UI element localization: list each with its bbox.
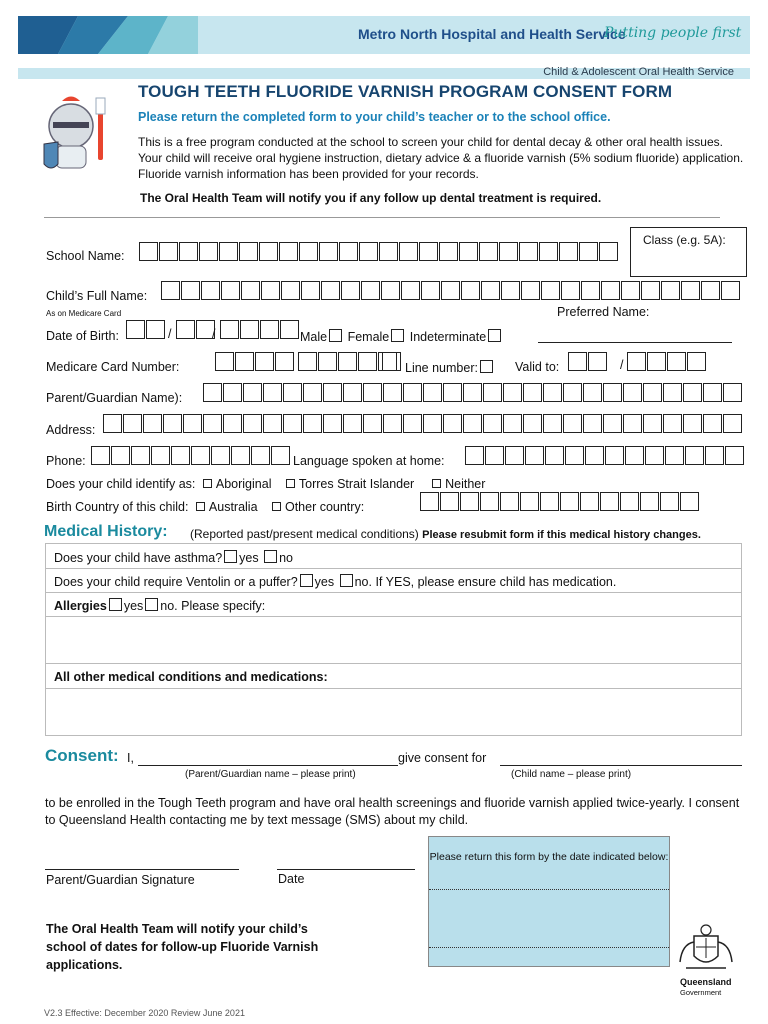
medical-note-b: Please resubmit form if this medical history changes. <box>422 529 701 541</box>
char-box[interactable] <box>359 242 378 261</box>
char-box[interactable] <box>683 383 702 402</box>
char-box[interactable] <box>199 242 218 261</box>
aboriginal-checkbox[interactable] <box>203 479 212 488</box>
org-name: Metro North Hospital and Health Service <box>358 26 626 42</box>
valid-month-input[interactable] <box>568 352 608 371</box>
char-box[interactable] <box>525 446 544 465</box>
char-box[interactable] <box>181 281 200 300</box>
birth-country-row <box>46 500 364 514</box>
char-box[interactable] <box>303 414 322 433</box>
char-box[interactable] <box>543 414 562 433</box>
child-caption: (Child name – please print) <box>511 769 632 780</box>
char-box[interactable] <box>620 492 639 511</box>
phone-input[interactable] <box>91 446 291 465</box>
consent-i: I, <box>127 751 134 765</box>
char-box[interactable] <box>303 383 322 402</box>
signature-line[interactable] <box>45 869 239 870</box>
other-conditions-row <box>46 664 741 689</box>
char-box[interactable] <box>318 352 337 371</box>
description: This is a free program conducted at the school to screen your child for dental decay & other oral health issues. Your child will receive oral hygiene instruction, dietary advice & a fluoride varnish (5% sodium fluoride) application. Fluoride varnish information has been provided for your records. <box>138 135 744 181</box>
char-box[interactable] <box>423 414 442 433</box>
medical-table <box>45 543 742 736</box>
char-box[interactable] <box>661 281 680 300</box>
char-box[interactable] <box>721 281 740 300</box>
char-box[interactable] <box>383 383 402 402</box>
dob-year-input[interactable] <box>220 320 300 339</box>
char-box[interactable] <box>687 352 706 371</box>
allergies-row <box>46 593 741 617</box>
char-box[interactable] <box>421 281 440 300</box>
char-box[interactable] <box>223 414 242 433</box>
char-box[interactable] <box>146 320 165 339</box>
child-name-label: Child’s Full Name: <box>46 289 148 303</box>
other-country-label: Other country: <box>284 500 365 514</box>
char-box[interactable] <box>443 383 462 402</box>
char-box[interactable] <box>299 242 318 261</box>
char-box[interactable] <box>231 446 250 465</box>
class-field[interactable] <box>630 227 747 277</box>
medicare-input-1[interactable] <box>215 352 295 371</box>
char-box[interactable] <box>283 414 302 433</box>
char-box[interactable] <box>243 383 262 402</box>
char-box[interactable] <box>126 320 145 339</box>
char-box[interactable] <box>191 446 210 465</box>
allergies-no-label: no. Please specify: <box>160 599 266 613</box>
char-box[interactable] <box>701 281 720 300</box>
char-box[interactable] <box>441 281 460 300</box>
other-conditions-area[interactable] <box>46 689 741 735</box>
dob-day-input[interactable] <box>126 320 166 339</box>
service-name: Child & Adolescent Oral Health Service <box>543 66 734 78</box>
char-box[interactable] <box>143 414 162 433</box>
char-box[interactable] <box>440 492 459 511</box>
qld-logo-name: Queensland <box>680 977 732 987</box>
line-number-text: Line number: <box>405 361 478 375</box>
char-box[interactable] <box>603 383 622 402</box>
phone-label: Phone: <box>46 454 86 468</box>
dob-slash: / <box>168 327 172 341</box>
ventolin-row <box>46 569 741 593</box>
char-box[interactable] <box>683 414 702 433</box>
char-box[interactable] <box>319 242 338 261</box>
char-box[interactable] <box>647 352 666 371</box>
char-box[interactable] <box>519 242 538 261</box>
other-conditions-label: All other medical conditions and medications: <box>54 670 328 684</box>
char-box[interactable] <box>725 446 744 465</box>
ventolin-question <box>54 574 616 589</box>
return-date-line-2 <box>429 947 669 948</box>
male-label: Male <box>300 330 328 344</box>
char-box[interactable] <box>271 446 290 465</box>
char-box[interactable] <box>483 383 502 402</box>
asthma-text: Does your child have asthma? <box>54 551 223 565</box>
char-box[interactable] <box>621 281 640 300</box>
neither-label: Neither <box>445 477 486 491</box>
char-box[interactable] <box>559 242 578 261</box>
char-box[interactable] <box>501 281 520 300</box>
child-name-line[interactable] <box>500 765 742 766</box>
char-box[interactable] <box>723 414 742 433</box>
asthma-yes-checkbox[interactable] <box>224 550 237 563</box>
return-date-line <box>429 889 669 890</box>
char-box[interactable] <box>219 242 238 261</box>
char-box[interactable] <box>543 383 562 402</box>
char-box[interactable] <box>703 414 722 433</box>
medical-note-a: (Reported past/present medical conditions) <box>190 527 419 541</box>
char-box[interactable] <box>579 242 598 261</box>
char-box[interactable] <box>343 414 362 433</box>
valid-slash: / <box>620 358 624 372</box>
indeterminate-label: Indeterminate <box>409 330 487 344</box>
char-box[interactable] <box>503 383 522 402</box>
char-box[interactable] <box>479 242 498 261</box>
allergies-text: Allergies <box>54 599 107 613</box>
allergies-detail-area[interactable] <box>46 617 741 664</box>
char-box[interactable] <box>521 281 540 300</box>
date-label: Date <box>278 872 305 886</box>
char-box[interactable] <box>685 446 704 465</box>
char-box[interactable] <box>563 383 582 402</box>
char-box[interactable] <box>588 352 607 371</box>
medical-note <box>190 527 701 541</box>
char-box[interactable] <box>523 414 542 433</box>
char-box[interactable] <box>645 446 664 465</box>
char-box[interactable] <box>419 242 438 261</box>
char-box[interactable] <box>703 383 722 402</box>
char-box[interactable] <box>563 414 582 433</box>
asthma-no-checkbox[interactable] <box>264 550 277 563</box>
char-box[interactable] <box>499 242 518 261</box>
char-box[interactable] <box>403 414 422 433</box>
char-box[interactable] <box>643 383 662 402</box>
char-box[interactable] <box>585 446 604 465</box>
tsi-checkbox[interactable] <box>286 479 295 488</box>
char-box[interactable] <box>681 281 700 300</box>
char-box[interactable] <box>459 242 478 261</box>
char-box[interactable] <box>176 320 195 339</box>
char-box[interactable] <box>560 492 579 511</box>
parent-name-line[interactable] <box>138 765 398 766</box>
char-box[interactable] <box>680 492 699 511</box>
char-box[interactable] <box>203 414 222 433</box>
char-box[interactable] <box>261 281 280 300</box>
char-box[interactable] <box>123 414 142 433</box>
identify-row <box>46 477 485 491</box>
return-box-text: Please return this form by the date indicated below: <box>429 851 669 863</box>
neither-checkbox[interactable] <box>432 479 441 488</box>
char-box[interactable] <box>640 492 659 511</box>
char-box[interactable] <box>505 446 524 465</box>
char-box[interactable] <box>338 352 357 371</box>
birth-country-label: Birth Country of this child: <box>46 500 189 514</box>
char-box[interactable] <box>241 281 260 300</box>
char-box[interactable] <box>485 446 504 465</box>
char-box[interactable] <box>103 414 122 433</box>
char-box[interactable] <box>179 242 198 261</box>
char-box[interactable] <box>383 414 402 433</box>
header-banner <box>18 16 750 54</box>
school-name-label: School Name: <box>46 249 125 263</box>
divider <box>44 217 720 218</box>
consent-heading: Consent: <box>45 746 119 765</box>
char-box[interactable] <box>481 281 500 300</box>
char-box[interactable] <box>183 414 202 433</box>
char-box[interactable] <box>667 352 686 371</box>
medicare-label: Medicare Card Number: <box>46 360 180 374</box>
char-box[interactable] <box>663 383 682 402</box>
male-checkbox[interactable] <box>329 329 342 342</box>
char-box[interactable] <box>259 242 278 261</box>
char-box[interactable] <box>361 281 380 300</box>
char-box[interactable] <box>239 242 258 261</box>
char-box[interactable] <box>363 414 382 433</box>
tagline: Putting people first <box>604 25 742 41</box>
ventolin-yes-checkbox[interactable] <box>300 574 313 587</box>
preferred-name-label: Preferred Name: <box>557 305 650 319</box>
medical-heading: Medical History: <box>44 523 168 540</box>
notify-text: The Oral Health Team will notify you if any follow up dental treatment is required. <box>140 191 602 205</box>
char-box[interactable] <box>520 492 539 511</box>
ventolin-no-label: no. If YES, please ensure child has medication. <box>354 575 617 589</box>
char-box[interactable] <box>665 446 684 465</box>
char-box[interactable] <box>151 446 170 465</box>
char-box[interactable] <box>281 281 300 300</box>
char-box[interactable] <box>420 492 439 511</box>
language-input[interactable] <box>465 446 745 465</box>
char-box[interactable] <box>625 446 644 465</box>
parent-name-input[interactable] <box>203 383 743 402</box>
line-number-box[interactable] <box>480 360 493 373</box>
char-box[interactable] <box>201 281 220 300</box>
char-box[interactable] <box>465 446 484 465</box>
indeterminate-checkbox[interactable] <box>488 329 501 342</box>
char-box[interactable] <box>240 320 259 339</box>
consent-statement: to be enrolled in the Tough Teeth program and have oral health screenings and fluoride varnish applied twice-yearly. I consent to Queensland Health contacting me by text message (SMS) about my child. <box>45 796 740 827</box>
char-box[interactable] <box>159 242 178 261</box>
form-title: TOUGH TEETH FLUORIDE VARNISH PROGRAM CONSENT FORM <box>138 82 673 101</box>
char-box[interactable] <box>603 414 622 433</box>
identify-label: Does your child identify as: <box>46 477 196 491</box>
char-box[interactable] <box>139 242 158 261</box>
char-box[interactable] <box>503 414 522 433</box>
char-box[interactable] <box>583 383 602 402</box>
char-box[interactable] <box>541 281 560 300</box>
queensland-crest-icon <box>676 922 736 976</box>
char-box[interactable] <box>221 281 240 300</box>
char-box[interactable] <box>275 352 294 371</box>
char-box[interactable] <box>641 281 660 300</box>
char-box[interactable] <box>323 414 342 433</box>
ventolin-text: Does your child require Ventolin or a puffer? <box>54 575 298 589</box>
char-box[interactable] <box>382 352 401 371</box>
allergies-yes-label: yes <box>123 599 144 613</box>
school-name-input[interactable] <box>139 242 619 261</box>
female-label: Female <box>347 330 390 344</box>
char-box[interactable] <box>163 414 182 433</box>
char-box[interactable] <box>705 446 724 465</box>
allergies-no-checkbox[interactable] <box>145 598 158 611</box>
char-box[interactable] <box>583 414 602 433</box>
char-box[interactable] <box>401 281 420 300</box>
char-box[interactable] <box>461 281 480 300</box>
char-box[interactable] <box>568 352 587 371</box>
australia-checkbox[interactable] <box>196 502 205 511</box>
char-box[interactable] <box>500 492 519 511</box>
char-box[interactable] <box>91 446 110 465</box>
address-label: Address: <box>46 423 96 437</box>
other-country-checkbox[interactable] <box>272 502 281 511</box>
dob-slash-2: / <box>212 327 216 341</box>
char-box[interactable] <box>220 320 239 339</box>
char-box[interactable] <box>279 242 298 261</box>
char-box[interactable] <box>540 492 559 511</box>
char-box[interactable] <box>343 383 362 402</box>
char-box[interactable] <box>565 446 584 465</box>
char-box[interactable] <box>460 492 479 511</box>
char-box[interactable] <box>280 320 299 339</box>
char-box[interactable] <box>263 383 282 402</box>
char-box[interactable] <box>223 383 242 402</box>
char-box[interactable] <box>561 281 580 300</box>
medicare-input-3[interactable] <box>382 352 402 371</box>
ventolin-no-checkbox[interactable] <box>340 574 353 587</box>
give-consent-text: give consent for <box>398 751 487 765</box>
parent-name-label: Parent/Guardian Name): <box>46 391 183 405</box>
char-box[interactable] <box>381 281 400 300</box>
female-checkbox[interactable] <box>391 329 404 342</box>
asthma-yes-label: yes <box>239 551 259 565</box>
char-box[interactable] <box>605 446 624 465</box>
valid-year-input[interactable] <box>627 352 707 371</box>
char-box[interactable] <box>600 492 619 511</box>
line-number-label <box>405 360 495 375</box>
allergies-yes-checkbox[interactable] <box>109 598 122 611</box>
char-box[interactable] <box>463 383 482 402</box>
char-box[interactable] <box>339 242 358 261</box>
char-box[interactable] <box>399 242 418 261</box>
australia-label: Australia <box>208 500 258 514</box>
return-date-box <box>428 836 670 967</box>
allergies-question <box>54 598 265 613</box>
class-label: Class (e.g. 5A): <box>643 233 726 247</box>
char-box[interactable] <box>581 281 600 300</box>
char-box[interactable] <box>627 352 646 371</box>
char-box[interactable] <box>660 492 679 511</box>
char-box[interactable] <box>260 320 279 339</box>
char-box[interactable] <box>131 446 150 465</box>
char-box[interactable] <box>403 383 422 402</box>
char-box[interactable] <box>171 446 190 465</box>
char-box[interactable] <box>483 414 502 433</box>
date-line[interactable] <box>277 869 415 870</box>
char-box[interactable] <box>111 446 130 465</box>
char-box[interactable] <box>663 414 682 433</box>
language-label: Language spoken at home: <box>293 454 445 468</box>
char-box[interactable] <box>323 383 342 402</box>
char-box[interactable] <box>235 352 254 371</box>
char-box[interactable] <box>283 383 302 402</box>
address-input[interactable] <box>103 414 743 433</box>
char-box[interactable] <box>358 352 377 371</box>
parent-caption: (Parent/Guardian name – please print) <box>185 769 356 780</box>
char-box[interactable] <box>203 383 222 402</box>
followup-text: The Oral Health Team will notify your child’s school of dates for follow-up Fluoride Varnish applications. <box>46 922 319 972</box>
char-box[interactable] <box>439 242 458 261</box>
char-box[interactable] <box>480 492 499 511</box>
char-box[interactable] <box>341 281 360 300</box>
char-box[interactable] <box>255 352 274 371</box>
signature-label: Parent/Guardian Signature <box>46 873 195 887</box>
asthma-question <box>54 550 293 565</box>
char-box[interactable] <box>243 414 262 433</box>
gender-options <box>300 329 503 344</box>
char-box[interactable] <box>545 446 564 465</box>
char-box[interactable] <box>301 281 320 300</box>
char-box[interactable] <box>363 383 382 402</box>
aboriginal-label: Aboriginal <box>215 477 272 491</box>
char-box[interactable] <box>263 414 282 433</box>
char-box[interactable] <box>463 414 482 433</box>
child-name-input[interactable] <box>161 281 741 300</box>
char-box[interactable] <box>599 242 618 261</box>
char-box[interactable] <box>523 383 542 402</box>
other-country-input[interactable] <box>420 492 700 511</box>
char-box[interactable] <box>623 383 642 402</box>
char-box[interactable] <box>161 281 180 300</box>
char-box[interactable] <box>601 281 620 300</box>
ventolin-yes-label: yes <box>314 575 335 589</box>
dob-label: Date of Birth: <box>46 329 119 343</box>
dob-month-input[interactable] <box>176 320 216 339</box>
char-box[interactable] <box>643 414 662 433</box>
intro-text: Please return the completed form to your child’s teacher or to the school office. <box>138 110 611 124</box>
version-footer: V2.3 Effective: December 2020 Review June 2021 <box>44 1008 245 1018</box>
asthma-no-label: no <box>279 551 293 565</box>
knight-tooth-mascot-icon <box>36 96 126 178</box>
char-box[interactable] <box>298 352 317 371</box>
char-box[interactable] <box>251 446 270 465</box>
char-box[interactable] <box>379 242 398 261</box>
tsi-label: Torres Strait Islander <box>298 477 415 491</box>
char-box[interactable] <box>321 281 340 300</box>
char-box[interactable] <box>539 242 558 261</box>
char-box[interactable] <box>723 383 742 402</box>
char-box[interactable] <box>211 446 230 465</box>
preferred-name-line[interactable] <box>538 342 732 343</box>
char-box[interactable] <box>423 383 442 402</box>
banner-pattern <box>18 16 198 54</box>
char-box[interactable] <box>215 352 234 371</box>
char-box[interactable] <box>580 492 599 511</box>
medicare-note: As on Medicare Card <box>46 309 122 318</box>
char-box[interactable] <box>443 414 462 433</box>
asthma-row <box>46 544 741 569</box>
valid-to-label: Valid to: <box>515 360 560 374</box>
qld-logo-sub: Government <box>680 988 722 997</box>
char-box[interactable] <box>623 414 642 433</box>
